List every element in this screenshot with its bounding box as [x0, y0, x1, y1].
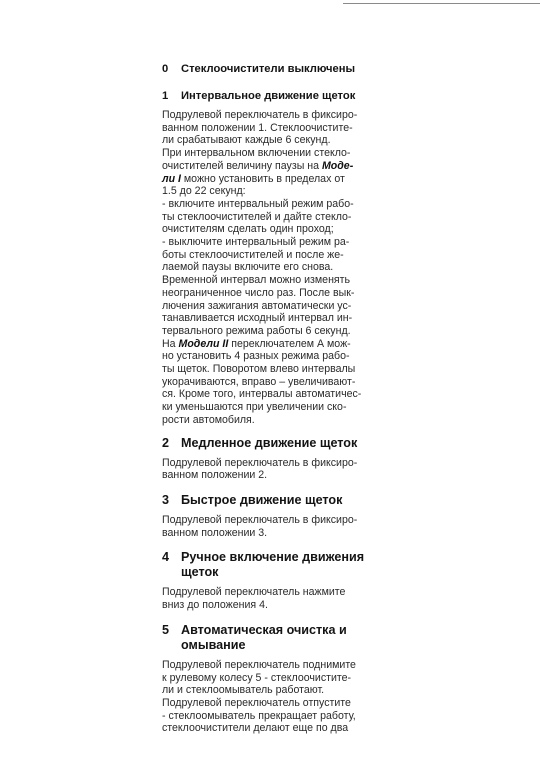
section-title [181, 623, 407, 653]
body-line: но установить 4 разных режима рабо- [162, 350, 350, 363]
body-line: неограниченное число раз. После вык- [162, 286, 355, 299]
body-line: ли и стеклоомыватель работают. [162, 684, 325, 697]
body-line: стеклоочистители делают еще по два [162, 722, 349, 735]
body-line-model-i [162, 160, 407, 173]
body-line: тервального режима работы 6 секунд. [162, 324, 351, 337]
body-line: рости автомобиля. [162, 413, 255, 426]
section-5-body [162, 659, 407, 735]
body-line: ванном положении 2. [162, 469, 268, 482]
section-title-line: Ручное включение движения [181, 550, 365, 565]
body-line: боты стеклоочистителей и после же- [162, 248, 344, 261]
section-title: Медленное движение щеток [181, 435, 358, 450]
top-rule [343, 3, 540, 4]
section-4-body [162, 586, 407, 611]
body-line: Подрулевой переключатель отпустите [162, 696, 351, 709]
section-number: 4 [162, 550, 170, 565]
section-1-heading [162, 89, 407, 103]
body-line: ты стеклоочистителей и дайте стекло- [162, 210, 352, 223]
body-line: очистителям сделать один проход; [162, 223, 334, 236]
body-text: переключателем А мож- [228, 337, 351, 350]
body-line: ванном положении 1. Стеклоочистите- [162, 121, 353, 134]
body-line: укорачиваются, вправо – увеличивают- [162, 375, 356, 388]
section-title-line: омывание [181, 637, 246, 652]
body-line: - включите интервальный режим рабо- [162, 197, 354, 210]
section-number: 0 [162, 63, 169, 75]
body-line: Подрулевой переключатель в фиксиро- [162, 456, 358, 469]
body-line: вниз до положения 4. [162, 599, 268, 612]
section-3-body [162, 514, 407, 539]
model-ii-label: Модели II [178, 337, 229, 350]
section-2-heading [162, 436, 407, 451]
body-line-model-i-cont [162, 173, 407, 186]
document-column [162, 62, 407, 735]
body-line: Подрулевой переключатель нажмите [162, 586, 346, 599]
body-line-model-ii [162, 338, 407, 351]
section-3-heading [162, 493, 407, 508]
section-number: 2 [162, 435, 170, 450]
body-line: лаемой паузы включите его снова. [162, 261, 334, 274]
body-line: При интервальном включении стекло- [162, 147, 351, 160]
body-line: Подрулевой переключатель поднимите [162, 658, 356, 671]
body-line: ся. Кроме того, интервалы автоматичес- [162, 388, 362, 401]
body-line: ки уменьшаются при увеличении ско- [162, 401, 347, 414]
body-line: - выключите интервальный режим ра- [162, 236, 350, 249]
body-line: Временной интервал можно изменять [162, 274, 351, 287]
body-line: 1.5 до 22 секунд: [162, 185, 246, 198]
section-title-line: щеток [181, 565, 219, 580]
section-title-line: Автоматическая очистка и [181, 622, 347, 637]
section-4-heading [162, 550, 407, 580]
body-line: Подрулевой переключатель в фиксиро- [162, 109, 358, 121]
body-line: ванном положении 3. [162, 526, 268, 539]
section-title: Стеклоочистители выключены [181, 63, 356, 75]
body-line: к рулевому колесу 5 - стеклоочистите- [162, 671, 352, 684]
model-i-label: Моде- [321, 159, 354, 172]
section-5-heading [162, 623, 407, 653]
section-0-heading [162, 62, 407, 76]
body-line: ты щеток. Поворотом влево интервалы [162, 363, 356, 376]
section-1-body [162, 109, 407, 427]
section-title [181, 550, 407, 580]
section-title: Интервальное движение щеток [181, 90, 356, 102]
body-line: - стеклоомыватель прекращает работу, [162, 709, 356, 722]
body-text: На [162, 337, 179, 350]
body-line: Подрулевой переключатель в фиксиро- [162, 513, 358, 526]
body-text: можно установить в пределах от [180, 172, 345, 185]
model-i-label-tail: ли I [162, 172, 181, 185]
body-line: лючения зажигания автоматически ус- [162, 299, 352, 312]
body-text: очистителей величину паузы на [162, 159, 322, 172]
body-line: ли срабатывают каждые 6 секунд. [162, 134, 331, 147]
section-2-body [162, 457, 407, 482]
section-number: 3 [162, 492, 170, 507]
section-number: 1 [162, 90, 169, 102]
section-number: 5 [162, 622, 170, 637]
section-title: Быстрое движение щеток [181, 492, 343, 507]
body-line: танавливается исходный интервал ин- [162, 312, 353, 325]
